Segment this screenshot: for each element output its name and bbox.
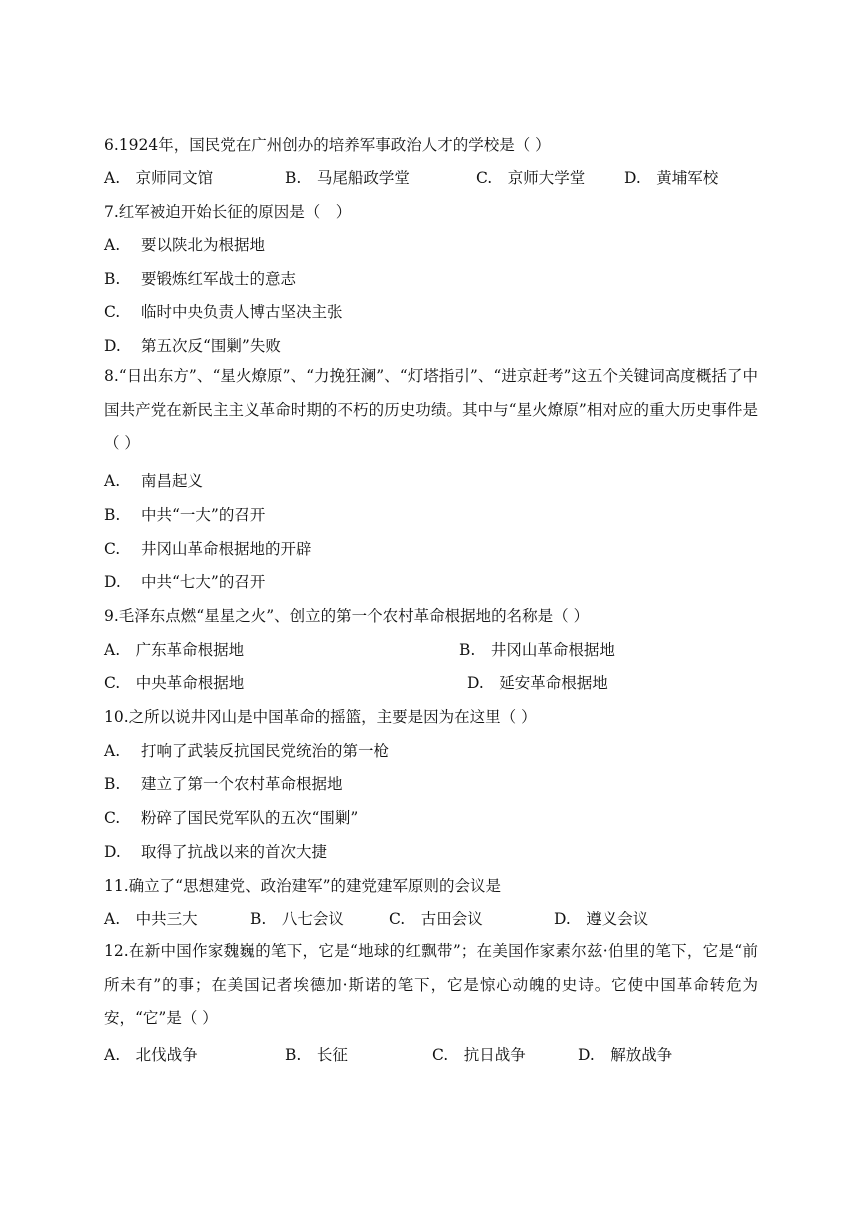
question-9-options-row1 bbox=[104, 638, 764, 660]
option-text: 南昌起义 bbox=[141, 472, 204, 490]
q9-option-a: A. 广东革命根据地 bbox=[104, 641, 245, 659]
option-label: A. bbox=[104, 742, 121, 760]
question-10-stem: 10.之所以说井冈山是中国革命的摇篮，主要是因为在这里（ ） bbox=[104, 708, 537, 726]
q11-option-b: B. 八七会议 bbox=[250, 910, 344, 928]
question-6-stem: 6.1924年，国民党在广州创办的培养军事政治人才的学校是（ ） bbox=[104, 136, 551, 154]
q11-option-c: C. 古田会议 bbox=[389, 910, 483, 928]
q9-option-d: D. 延安革命根据地 bbox=[467, 674, 608, 692]
option-label: D. bbox=[104, 573, 121, 591]
question-9-options-row2 bbox=[104, 671, 764, 693]
option-text: 中共“七大”的召开 bbox=[141, 573, 266, 591]
q12-option-a: A. 北伐战争 bbox=[104, 1046, 198, 1064]
q10-option-a bbox=[104, 739, 389, 761]
option-label: B. bbox=[104, 270, 121, 288]
q8-option-d bbox=[104, 570, 265, 592]
question-11-options bbox=[104, 907, 764, 929]
q10-option-d bbox=[104, 840, 327, 862]
option-label: C. bbox=[104, 540, 121, 558]
q7-option-b bbox=[104, 267, 296, 289]
option-text: 粉碎了国民党军队的五次“围剿” bbox=[141, 809, 359, 827]
q6-option-b: B. 马尾船政学堂 bbox=[285, 169, 410, 187]
q8-option-b bbox=[104, 503, 265, 525]
option-label: C. bbox=[104, 303, 121, 321]
option-label: D. bbox=[104, 337, 121, 355]
q7-option-d bbox=[104, 334, 281, 356]
q12-option-c: C. 抗日战争 bbox=[432, 1046, 526, 1064]
q10-option-b bbox=[104, 772, 343, 794]
question-11-stem: 11.确立了“思想建党、政治建军”的建党建军原则的会议是 bbox=[104, 877, 502, 895]
q6-option-d: D. 黄埔军校 bbox=[624, 169, 719, 187]
q11-option-d: D. 遵义会议 bbox=[554, 910, 649, 928]
option-label: B. bbox=[104, 506, 121, 524]
option-text: 井冈山革命根据地的开辟 bbox=[141, 540, 312, 558]
question-9-stem: 9.毛泽东点燃“星星之火”、创立的第一个农村革命根据地的名称是（ ） bbox=[104, 607, 590, 625]
question-12-options bbox=[104, 1043, 764, 1065]
option-label: A. bbox=[104, 472, 121, 490]
question-12-stem: 12.在新中国作家魏巍的笔下，它是“地球的红飘带”；在美国作家素尔兹·伯里的笔下，它是“前所未有”的事；在美国记者埃德加·斯诺的笔下，它是惊心动魄的史诗。它使中国革命转危为安，“它”是（ ） bbox=[104, 942, 758, 1027]
option-text: 建立了第一个农村革命根据地 bbox=[141, 775, 343, 793]
q9-option-c: C. 中央革命根据地 bbox=[104, 674, 245, 692]
question-7-stem: 7.红军被迫开始长征的原因是（ ） bbox=[104, 203, 352, 221]
option-label: C. bbox=[104, 809, 121, 827]
q8-option-a bbox=[104, 469, 203, 491]
option-text: 中共“一大”的召开 bbox=[141, 506, 266, 524]
q8-option-c bbox=[104, 537, 312, 559]
question-8-stem: 8.“日出东方”、“星火燎原”、“力挽狂澜”、“灯塔指引”、“进京赶考”这五个关键词高度概括了中国共产党在新民主主义革命时期的不朽的历史功绩。其中与“星火燎原”相对应的重大历史事件是（ ） bbox=[104, 367, 758, 452]
option-label: A. bbox=[104, 236, 121, 254]
option-text: 取得了抗战以来的首次大捷 bbox=[141, 843, 328, 861]
option-text: 第五次反“围剿”失败 bbox=[141, 337, 281, 355]
option-label: D. bbox=[104, 843, 121, 861]
option-label: B. bbox=[104, 775, 121, 793]
q7-option-c bbox=[104, 300, 343, 322]
option-text: 临时中央负责人博古坚决主张 bbox=[141, 303, 343, 321]
q9-option-b: B. 井冈山革命根据地 bbox=[459, 641, 615, 659]
q6-option-c: C. 京师大学堂 bbox=[476, 169, 586, 187]
option-text: 要锻炼红军战士的意志 bbox=[141, 270, 297, 288]
q11-option-a: A. 中共三大 bbox=[104, 910, 198, 928]
question-6-options bbox=[104, 166, 764, 188]
q6-option-a: A. 京师同文馆 bbox=[104, 169, 214, 187]
q10-option-c bbox=[104, 806, 358, 828]
option-text: 要以陕北为根据地 bbox=[141, 236, 266, 254]
q12-option-b: B. 长征 bbox=[285, 1046, 348, 1064]
q12-option-d: D. 解放战争 bbox=[578, 1046, 673, 1064]
q7-option-a bbox=[104, 233, 265, 255]
option-text: 打响了武装反抗国民党统治的第一枪 bbox=[141, 742, 390, 760]
